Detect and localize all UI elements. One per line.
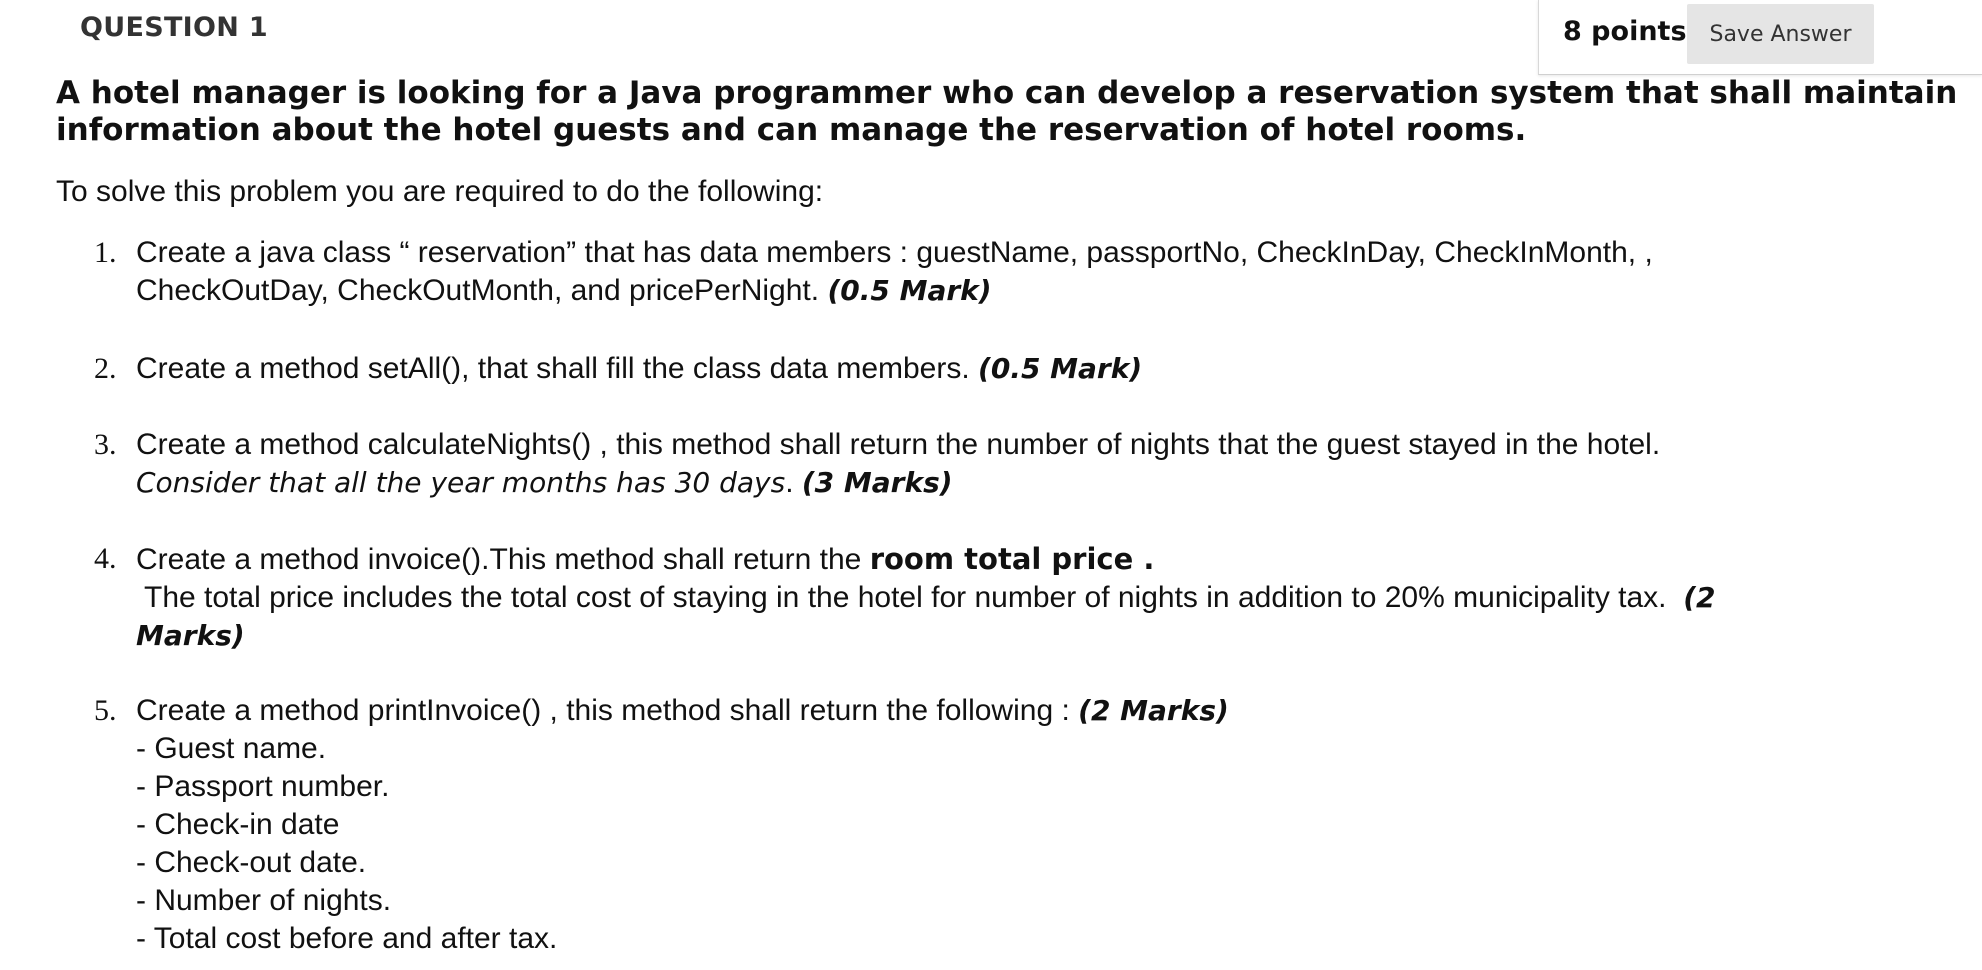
item-body xyxy=(136,692,1896,958)
item-text-line xyxy=(136,350,1896,388)
bullet-item: - Check-in date xyxy=(136,808,340,841)
item-text: Create a java class “ reservation” that has data members : guestName, passportNo, CheckInDay, CheckInMonth, , xyxy=(136,236,1653,269)
item-mark: (2 xyxy=(1683,581,1716,614)
question-title xyxy=(56,75,1958,149)
item-body xyxy=(136,234,1896,310)
item-text: Create a method calculateNights() , this method shall return the number of nights that the guest stayed in the hotel. xyxy=(136,428,1661,461)
item-text: Create a method setAll(), that shall fill the class data members. xyxy=(136,352,970,385)
bullet-item: - Passport number. xyxy=(136,770,390,803)
item-emphasis: room total price . xyxy=(869,542,1155,576)
item-text: Create a method invoice().This method shall return the xyxy=(136,543,862,576)
item-body xyxy=(136,540,1896,655)
item-text-line xyxy=(136,692,1896,730)
item-text: Create a method printInvoice() , this method shall return the following : xyxy=(136,694,1070,727)
item-text-line xyxy=(136,540,1896,579)
item-body xyxy=(136,350,1896,388)
item-mark: (2 Marks) xyxy=(1078,694,1229,727)
question-title-line: information about the hotel guests and can manage the reservation of hotel rooms. xyxy=(56,112,1527,148)
item-mark: (0.5 Mark) xyxy=(827,274,992,307)
question-number-header: QUESTION 1 xyxy=(80,12,268,43)
item-mark: Marks) xyxy=(136,619,245,652)
item-number: 5. xyxy=(94,694,117,727)
bullet-item: - Number of nights. xyxy=(136,884,392,917)
item-text: The total price includes the total cost of staying in the hotel for number of nights in addition to 20% municipality tax. xyxy=(144,581,1667,614)
item-number: 2. xyxy=(94,352,117,385)
item-note-suffix: . xyxy=(785,466,794,499)
question-intro: To solve this problem you are required to do the following: xyxy=(56,175,824,208)
item-number: 4. xyxy=(94,542,117,575)
item-number: 1. xyxy=(94,236,117,269)
bullet-item: - Total cost before and after tax. xyxy=(136,922,558,955)
item-mark: (3 Marks) xyxy=(801,466,953,499)
item-note: Consider that all the year months has 30 days xyxy=(136,466,786,499)
points-label: 8 points xyxy=(1563,16,1687,47)
points-panel xyxy=(1538,0,1982,75)
bullet-item: - Check-out date. xyxy=(136,846,367,879)
item-text: CheckOutDay, CheckOutMonth, and pricePerNight. xyxy=(136,274,820,307)
item-number: 3. xyxy=(94,428,117,461)
save-answer-button[interactable]: Save Answer xyxy=(1687,4,1874,64)
item-text-line xyxy=(136,579,1896,617)
item-text-line xyxy=(136,464,1896,502)
question-title-line: A hotel manager is looking for a Java programmer who can develop a reservation system that shall maintain xyxy=(56,75,1958,111)
item-body xyxy=(136,426,1896,502)
item-text-line xyxy=(136,617,1896,655)
item-mark: (0.5 Mark) xyxy=(978,352,1143,385)
item-text-line xyxy=(136,272,1896,310)
bullet-item: - Guest name. xyxy=(136,732,327,765)
